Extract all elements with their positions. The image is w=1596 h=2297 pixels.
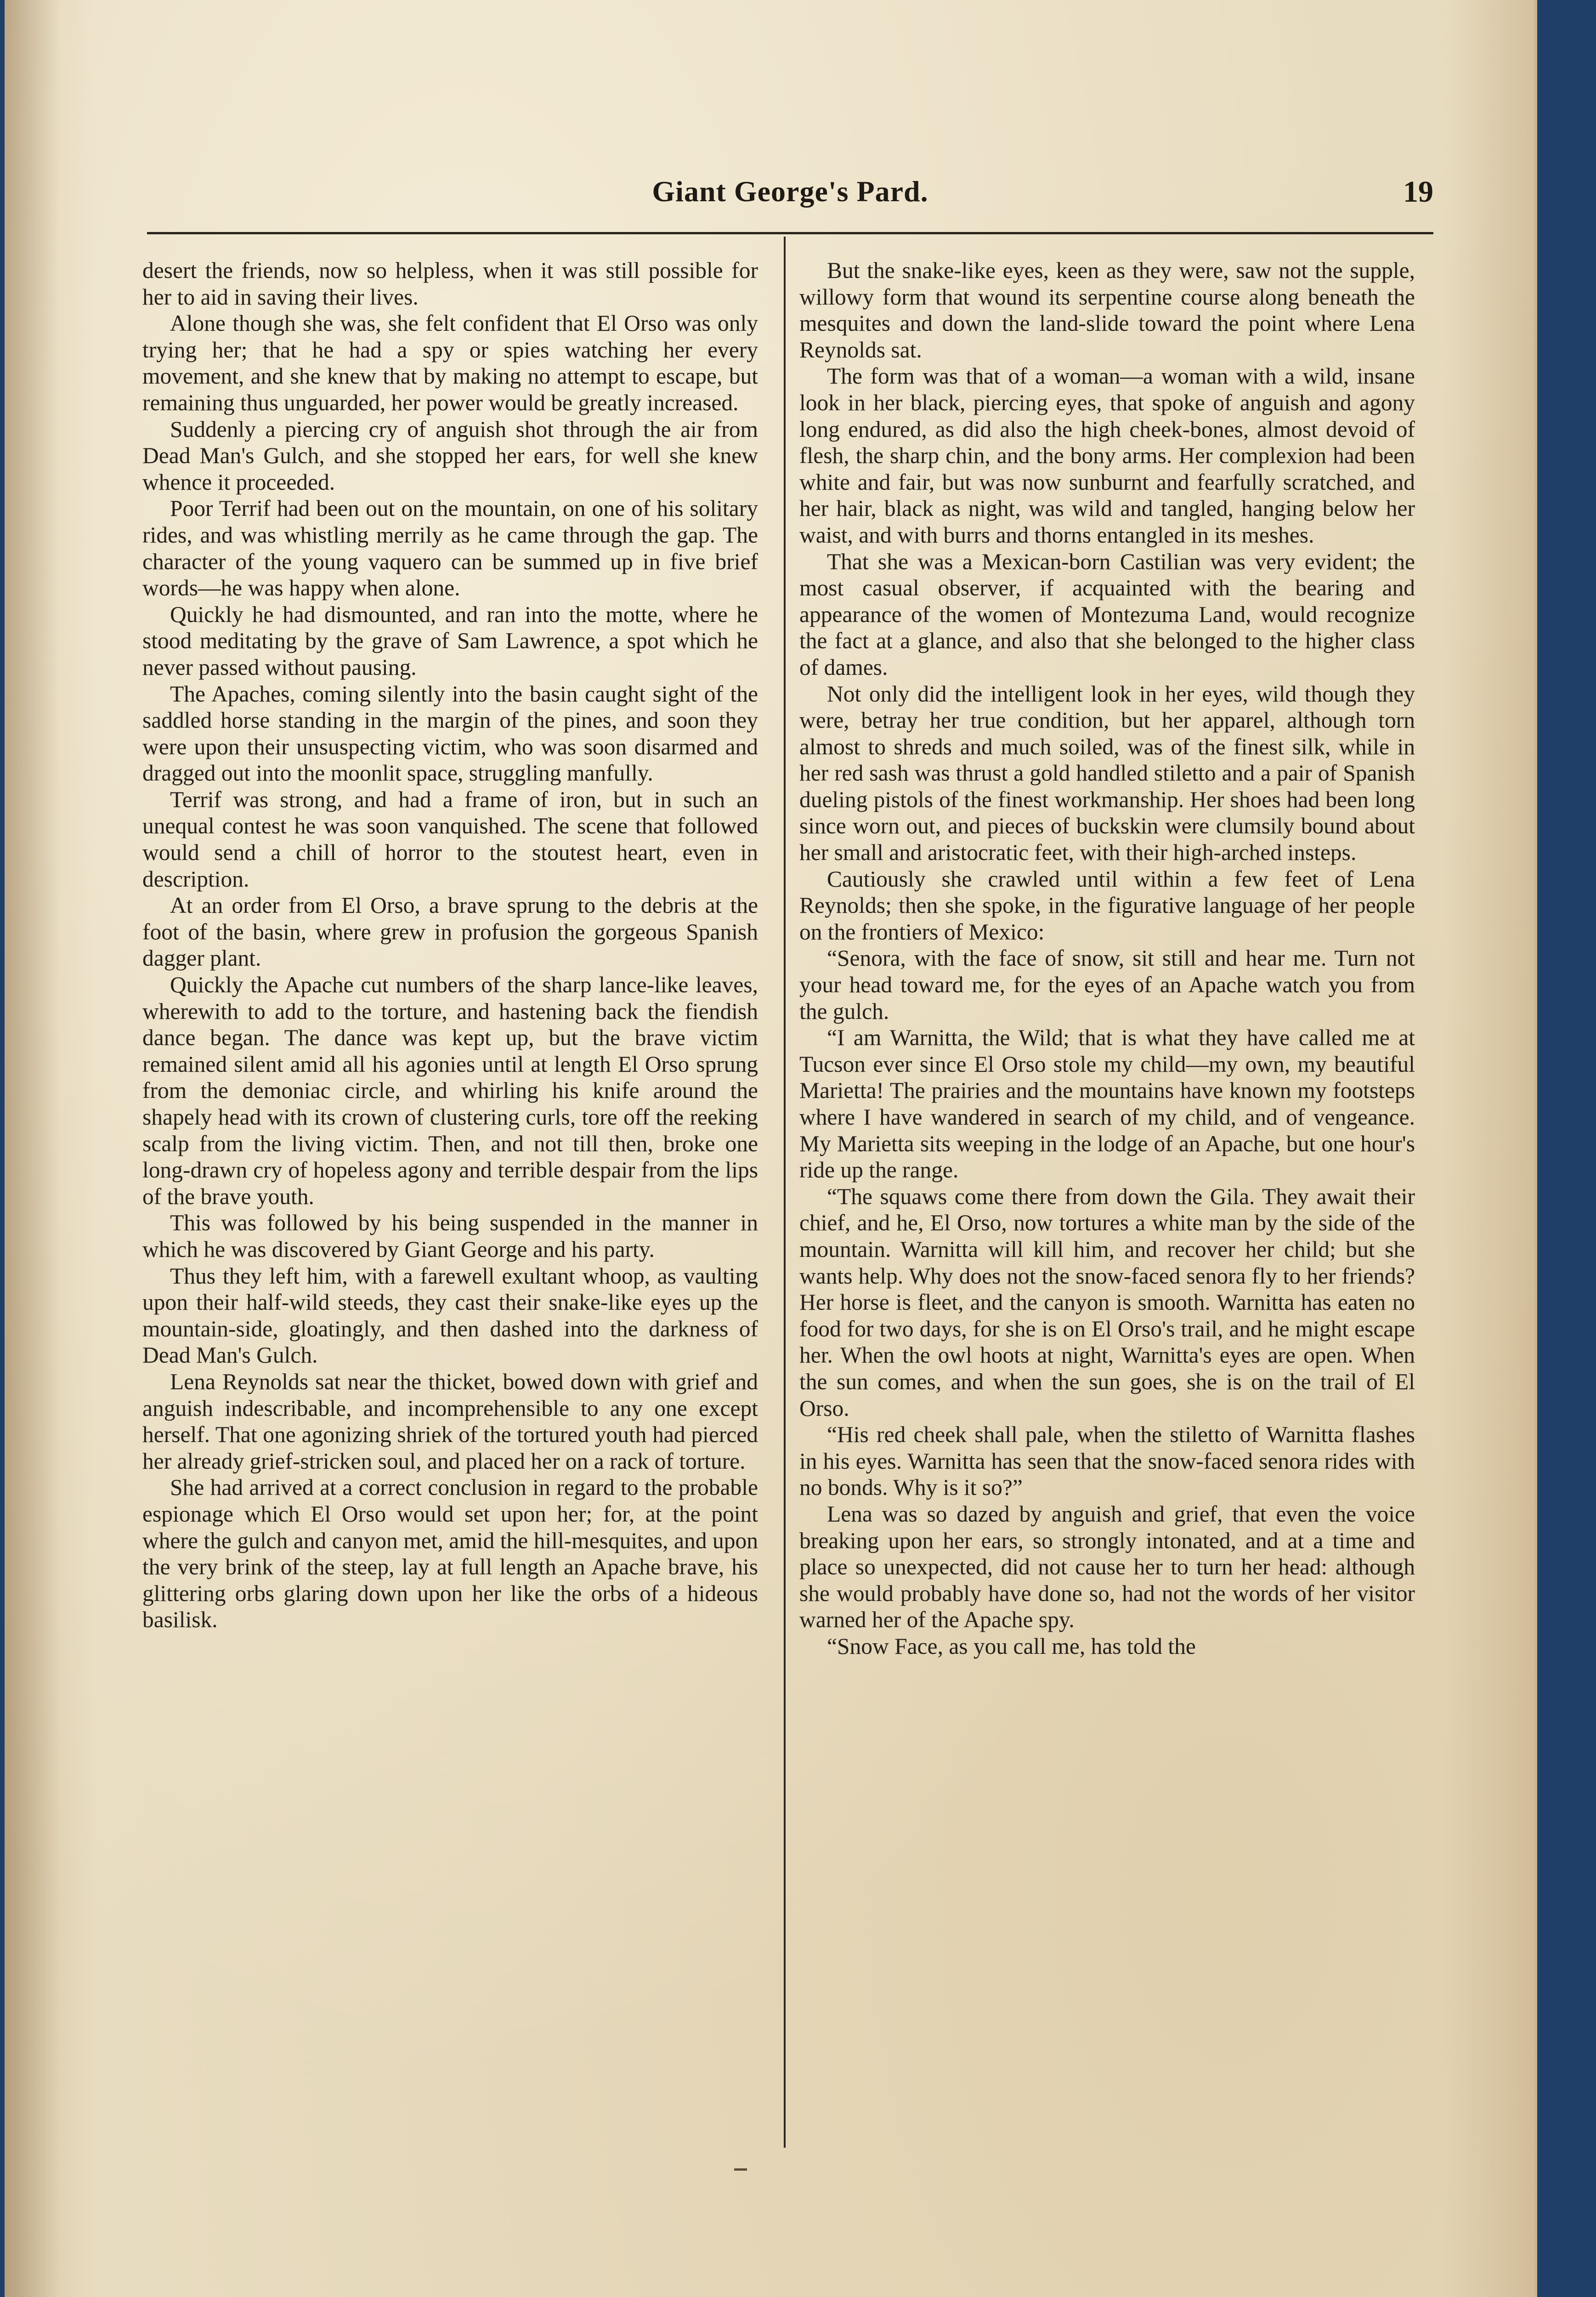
paragraph: She had arrived at a correct conclusion in regard to the probable espionage which El Orso would set upon her; for, at the point where the gulch and canyon met, amid the hill-mesquites, and upon the very brink of the steep, lay at full length an Apache brave, his glittering orbs glaring down upon her like the orbs of a hideous basilisk.: [142, 1475, 758, 1633]
paragraph: Not only did the intelligent look in her eyes, wild though they were, betray her true condition, but her apparel, although torn almost to shreds and much soiled, was of the finest silk, while in her red sash was thrust a gold handled stiletto and a pair of Spanish dueling pistols of the finest workmanship. Her shoes had been long since worn out, and pieces of buckskin were clumsily bound about her small and aristocratic feet, with their high-arched insteps.: [799, 681, 1415, 866]
page-header: [147, 175, 1433, 225]
left-column: [142, 257, 758, 1633]
paragraph: “Senora, with the face of snow, sit still and hear me. Turn not your head toward me, for the eyes of an Apache watch you from the gulch.: [799, 945, 1415, 1024]
paragraph: Lena was so dazed by anguish and grief, that even the voice breaking upon her ears, so strongly intonated, and at a time and place so unexpected, did not cause her to turn her head: although she would probably have done so, had not the words of her visitor warned her of the Apache spy.: [799, 1501, 1415, 1633]
running-title: Giant George's Pard.: [652, 175, 928, 208]
paragraph: “I am Warnitta, the Wild; that is what they have called me at Tucson ever since El Orso stole my child—my own, my beautiful Marietta! The prairies and the mountains have known my footsteps where I have wandered in search of my child, and of vengeance. My Marietta sits weeping in the lodge of an Apache, but one hour's ride up the range.: [799, 1025, 1415, 1183]
paragraph: Poor Terrif had been out on the mountain, on one of his solitary rides, and was whistling merrily as he came through the gap. The character of the young vaquero can be summed up in five brief words—he was happy when alone.: [142, 496, 758, 601]
page-spine-shadow: [5, 0, 60, 2297]
paragraph: The form was that of a woman—a woman with a wild, insane look in her black, piercing eyes, that spoke of anguish and agony long endured, as did also the high cheek-bones, almost devoid of flesh, the sharp chin, and the bony arms. Her complexion had been white and fair, but was now sunburnt and fearfully scratched, and her hair, black as night, was wild and tangled, hanging below her waist, and with burrs and thorns entangled in its meshes.: [799, 363, 1415, 548]
paragraph: Terrif was strong, and had a frame of iron, but in such an unequal contest he was soon vanquished. The scene that followed would send a chill of horror to the stoutest heart, even in description.: [142, 786, 758, 892]
paragraph: “His red cheek shall pale, when the stiletto of Warnitta flashes in his eyes. Warnitta has seen that the snow-faced senora rides with no bonds. Why is it so?”: [799, 1422, 1415, 1500]
paragraph: Alone though she was, she felt confident that El Orso was only trying her; that he had a spy or spies watching her every movement, and she knew that by making no attempt to escape, but remaining thus unguarded, her power would be greatly increased.: [142, 311, 758, 415]
column-divider: [784, 237, 786, 2148]
paragraph: Thus they left him, with a farewell exultant whoop, as vaulting upon their half-wild steeds, they cast their snake-like eyes up the mountain-side, gloatingly, and then dashed into the darkness of Dead Man's Gulch.: [142, 1263, 758, 1368]
paragraph: Quickly he had dismounted, and ran into the motte, where he stood meditating by the grave of Sam Lawrence, a spot which he never passed without pausing.: [142, 601, 758, 680]
header-rule: [147, 232, 1433, 234]
paragraph: “The squaws come there from down the Gila. They await their chief, and he, El Orso, now tortures a white man by the side of the mountain. Warnitta will kill him, and recover her child; but she wants help. Why does not the snow-faced senora fly to her friends? Her horse is fleet, and the canyon is smooth. Warnitta has eaten no food for two days, for she is on El Orso's trail, and he might escape her. When the owl hoots at night, Warnitta's eyes are open. When the sun comes, and when the sun goes, she is on the trail of El Orso.: [799, 1183, 1415, 1421]
paragraph: The Apaches, coming silently into the basin caught sight of the saddled horse standing in the margin of the pines, and soon they were upon their unsuspecting victim, who was soon disarmed and dragged out into the moonlit space, struggling manfully.: [142, 681, 758, 786]
paragraph: Suddenly a piercing cry of anguish shot through the air from Dead Man's Gulch, and she stopped her ears, for well she knew whence it proceeded.: [142, 416, 758, 495]
page-number: 19: [1403, 175, 1433, 209]
right-column: [799, 257, 1415, 1659]
paragraph: Quickly the Apache cut numbers of the sharp lance-like leaves, wherewith to add to the torture, and hastening back the fiendish dance began. The dance was kept up, but the brave victim remained silent amid all his agonies until at length El Orso sprung from the demoniac circle, and whirling his knife around the shapely head with its crown of clustering curls, tore off the reeking scalp from the living victim. Then, and not till then, broke one long-drawn cry of hopeless agony and terrible despair from the lips of the brave youth.: [142, 972, 758, 1209]
paragraph: But the snake-like eyes, keen as they were, saw not the supple, willowy form that wound its serpentine course along beneath the mesquites and down the land-slide toward the point where Lena Reynolds sat.: [799, 258, 1415, 362]
paragraph: At an order from El Orso, a brave sprung to the debris at the foot of the basin, where grew in profusion the gorgeous Spanish dagger plant.: [142, 893, 758, 971]
paragraph: Lena Reynolds sat near the thicket, bowed down with grief and anguish indescribable, and incomprehensible to any one except herself. That one agonizing shriek of the tortured youth had pierced her already grief-stricken soul, and placed her on a rack of torture.: [142, 1369, 758, 1474]
paragraph: That she was a Mexican-born Castilian was very evident; the most casual observer, if acquainted with the bearing and appearance of the women of Montezuma Land, would recognize the fact at a glance, and also that she belonged to the higher class of dames.: [799, 549, 1415, 680]
paragraph: desert the friends, now so helpless, when it was still possible for her to aid in saving their lives.: [142, 258, 758, 310]
paragraph: Cautiously she crawled until within a few feet of Lena Reynolds; then she spoke, in the figurative language of her people on the frontiers of Mexico:: [799, 866, 1415, 945]
paragraph: This was followed by his being suspended in the manner in which he was discovered by Giant George and his party.: [142, 1210, 758, 1262]
paragraph: “Snow Face, as you call me, has told the: [827, 1633, 1196, 1659]
page-bottom-mark: [734, 2168, 747, 2171]
